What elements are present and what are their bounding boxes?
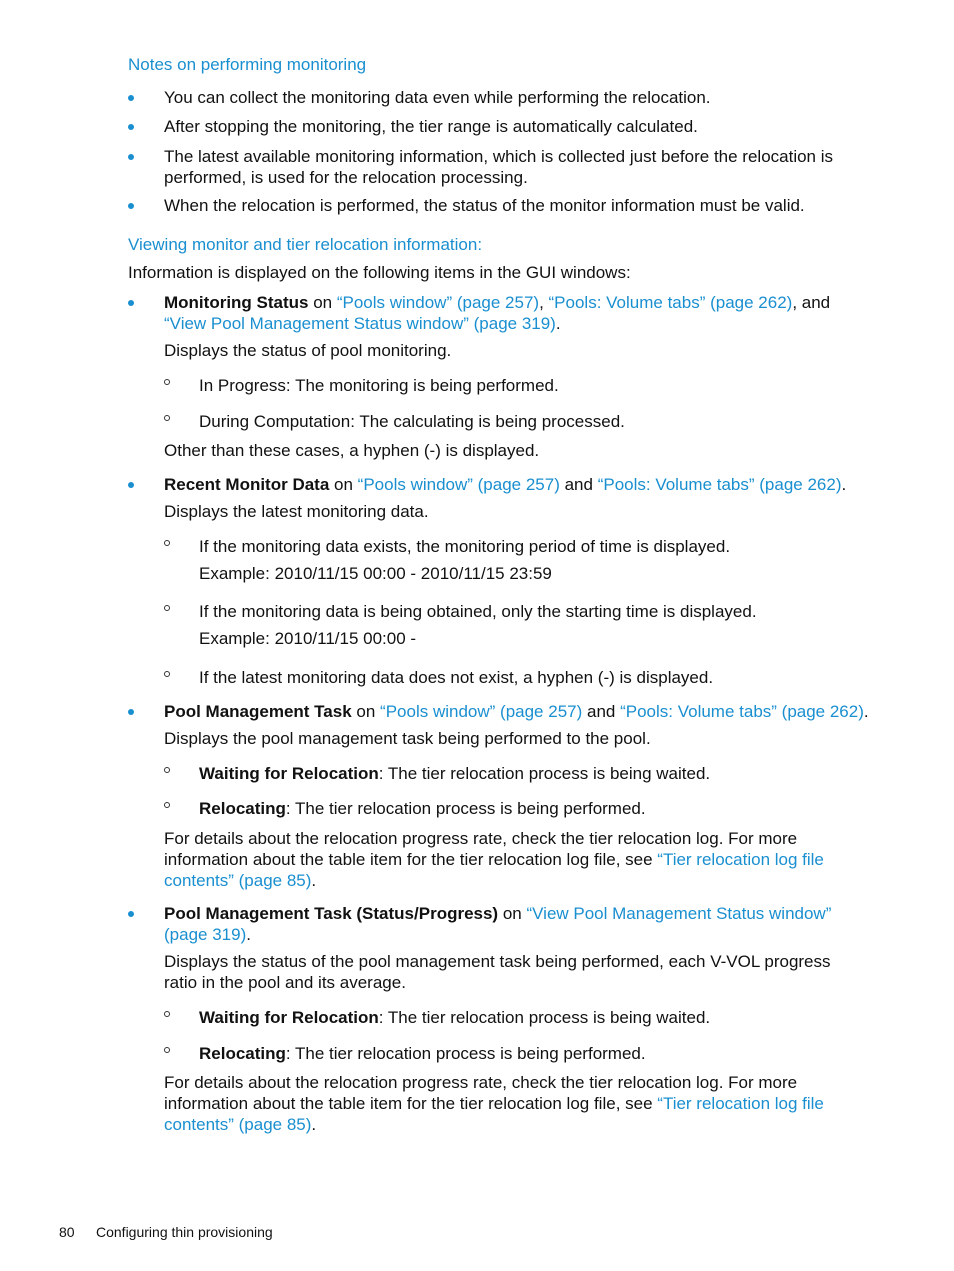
pool-task-desc: Displays the pool management task being performed to the pool. <box>164 729 651 748</box>
sub-text <box>199 1043 868 1064</box>
term: Waiting for Relocation <box>199 1008 379 1027</box>
term: Pool Management Task <box>164 702 352 721</box>
text: For details about the relocation progress rate, check the tier relocation log. For more information about the table item for the tier relocation log file, see <box>164 829 798 869</box>
link-pools-window[interactable]: “Pools window” (page 257) <box>357 475 560 494</box>
monitoring-status-other: Other than these cases, a hyphen (-) is displayed. <box>164 441 540 460</box>
sub-text: If the latest monitoring data does not exist, a hyphen (-) is displayed. <box>199 668 714 687</box>
text: , and <box>792 293 831 312</box>
bullet-icon <box>128 709 134 715</box>
bullet-text <box>164 701 869 722</box>
link-pools-volume-tabs[interactable]: “Pools: Volume tabs” (page 262) <box>597 475 842 494</box>
text: : The tier relocation process is being waited. <box>378 1008 711 1027</box>
bullet-text: After stopping the monitoring, the tier range is automatically calculated. <box>164 117 698 136</box>
circle-bullet-icon <box>164 802 170 808</box>
bullet-icon <box>128 95 134 101</box>
term: Recent Monitor Data <box>164 475 330 494</box>
circle-bullet-icon <box>164 1011 170 1017</box>
term: Pool Management Task (Status/Progress) <box>164 904 499 923</box>
link-pools-volume-tabs[interactable]: “Pools: Volume tabs” (page 262) <box>548 293 793 312</box>
text: on <box>329 475 358 494</box>
bullet-text: The latest available monitoring information, which is collected just before the relocation is performed, is used for the relocation processing. <box>164 147 834 187</box>
viewing-intro: Information is displayed on the following items in the GUI windows: <box>128 263 631 282</box>
circle-bullet-icon <box>164 540 170 546</box>
sub-text: In Progress: The monitoring is being performed. <box>199 376 559 395</box>
circle-bullet-icon <box>164 767 170 773</box>
text: : The tier relocation process is being performed. <box>285 799 646 818</box>
circle-bullet-icon <box>164 379 170 385</box>
example-text: Example: 2010/11/15 00:00 - 2010/11/15 23:59 <box>199 564 552 583</box>
text: . <box>311 1115 317 1134</box>
link-view-pool-management-status[interactable]: “View Pool Management Status window” (page 319) <box>164 314 556 333</box>
text: . <box>555 314 561 333</box>
link-pools-window[interactable]: “Pools window” (page 257) <box>380 702 583 721</box>
text: on <box>308 293 337 312</box>
link-pools-window[interactable]: “Pools window” (page 257) <box>336 293 540 312</box>
bullet-icon <box>128 203 134 209</box>
circle-bullet-icon <box>164 1047 170 1053</box>
monitoring-status-desc: Displays the status of pool monitoring. <box>164 341 452 360</box>
circle-bullet-icon <box>164 671 170 677</box>
bullet-icon <box>128 482 134 488</box>
bullet-text <box>164 292 869 334</box>
sub-text: If the monitoring data exists, the monitoring period of time is displayed. <box>199 537 731 556</box>
text: on <box>498 904 527 923</box>
page-number: 80 <box>59 1224 75 1240</box>
text: and <box>582 702 621 721</box>
bullet-text: When the relocation is performed, the status of the monitor information must be valid. <box>164 196 805 215</box>
example-text: Example: 2010/11/15 00:00 - <box>199 629 417 648</box>
viewing-heading: Viewing monitor and tier relocation information: <box>128 235 483 254</box>
pool-task-status-details <box>164 1072 868 1135</box>
bullet-icon <box>128 124 134 130</box>
bullet-text <box>164 474 869 495</box>
text: . <box>863 702 869 721</box>
sub-text: If the monitoring data is being obtained, only the starting time is displayed. <box>199 602 757 621</box>
link-view-pool-management-status[interactable]: “View Pool Management Status window” (page 319) <box>164 904 832 944</box>
sub-text <box>199 1007 868 1028</box>
bullet-text: You can collect the monitoring data even while performing the relocation. <box>164 88 711 107</box>
bullet-text <box>164 903 869 945</box>
pool-task-details <box>164 828 868 891</box>
sub-text: During Computation: The calculating is being processed. <box>199 412 625 431</box>
text: on <box>351 702 381 721</box>
term: Relocating <box>199 1044 286 1063</box>
text: , <box>539 293 549 312</box>
term: Waiting for Relocation <box>199 764 379 783</box>
notes-heading: Notes on performing monitoring <box>128 55 367 74</box>
link-tier-relocation-log[interactable]: “Tier relocation log file contents” (page 85) <box>164 850 824 890</box>
recent-monitor-desc: Displays the latest monitoring data. <box>164 502 429 521</box>
link-pools-volume-tabs[interactable]: “Pools: Volume tabs” (page 262) <box>620 702 864 721</box>
text: : The tier relocation process is being performed. <box>285 1044 646 1063</box>
bullet-icon <box>128 911 134 917</box>
sub-text <box>199 798 868 819</box>
pool-task-status-desc: Displays the status of the pool management task being performed, each V-VOL progress ratio in the pool and its average. <box>164 952 831 992</box>
circle-bullet-icon <box>164 415 170 421</box>
footer-section-title: Configuring thin provisioning <box>96 1224 273 1240</box>
bullet-icon <box>128 154 134 160</box>
text: . <box>311 871 317 890</box>
text: . <box>841 475 847 494</box>
text: For details about the relocation progress rate, check the tier relocation log. For more information about the table item for the tier relocation log file, see <box>164 1073 798 1113</box>
link-tier-relocation-log[interactable]: “Tier relocation log file contents” (page 85) <box>164 1094 824 1134</box>
sub-text <box>199 763 868 784</box>
text: and <box>559 475 598 494</box>
term: Monitoring Status <box>164 293 309 312</box>
text: . <box>246 925 251 944</box>
text: : The tier relocation process is being waited. <box>378 764 711 783</box>
circle-bullet-icon <box>164 605 170 611</box>
term: Relocating <box>199 799 286 818</box>
bullet-icon <box>128 300 134 306</box>
